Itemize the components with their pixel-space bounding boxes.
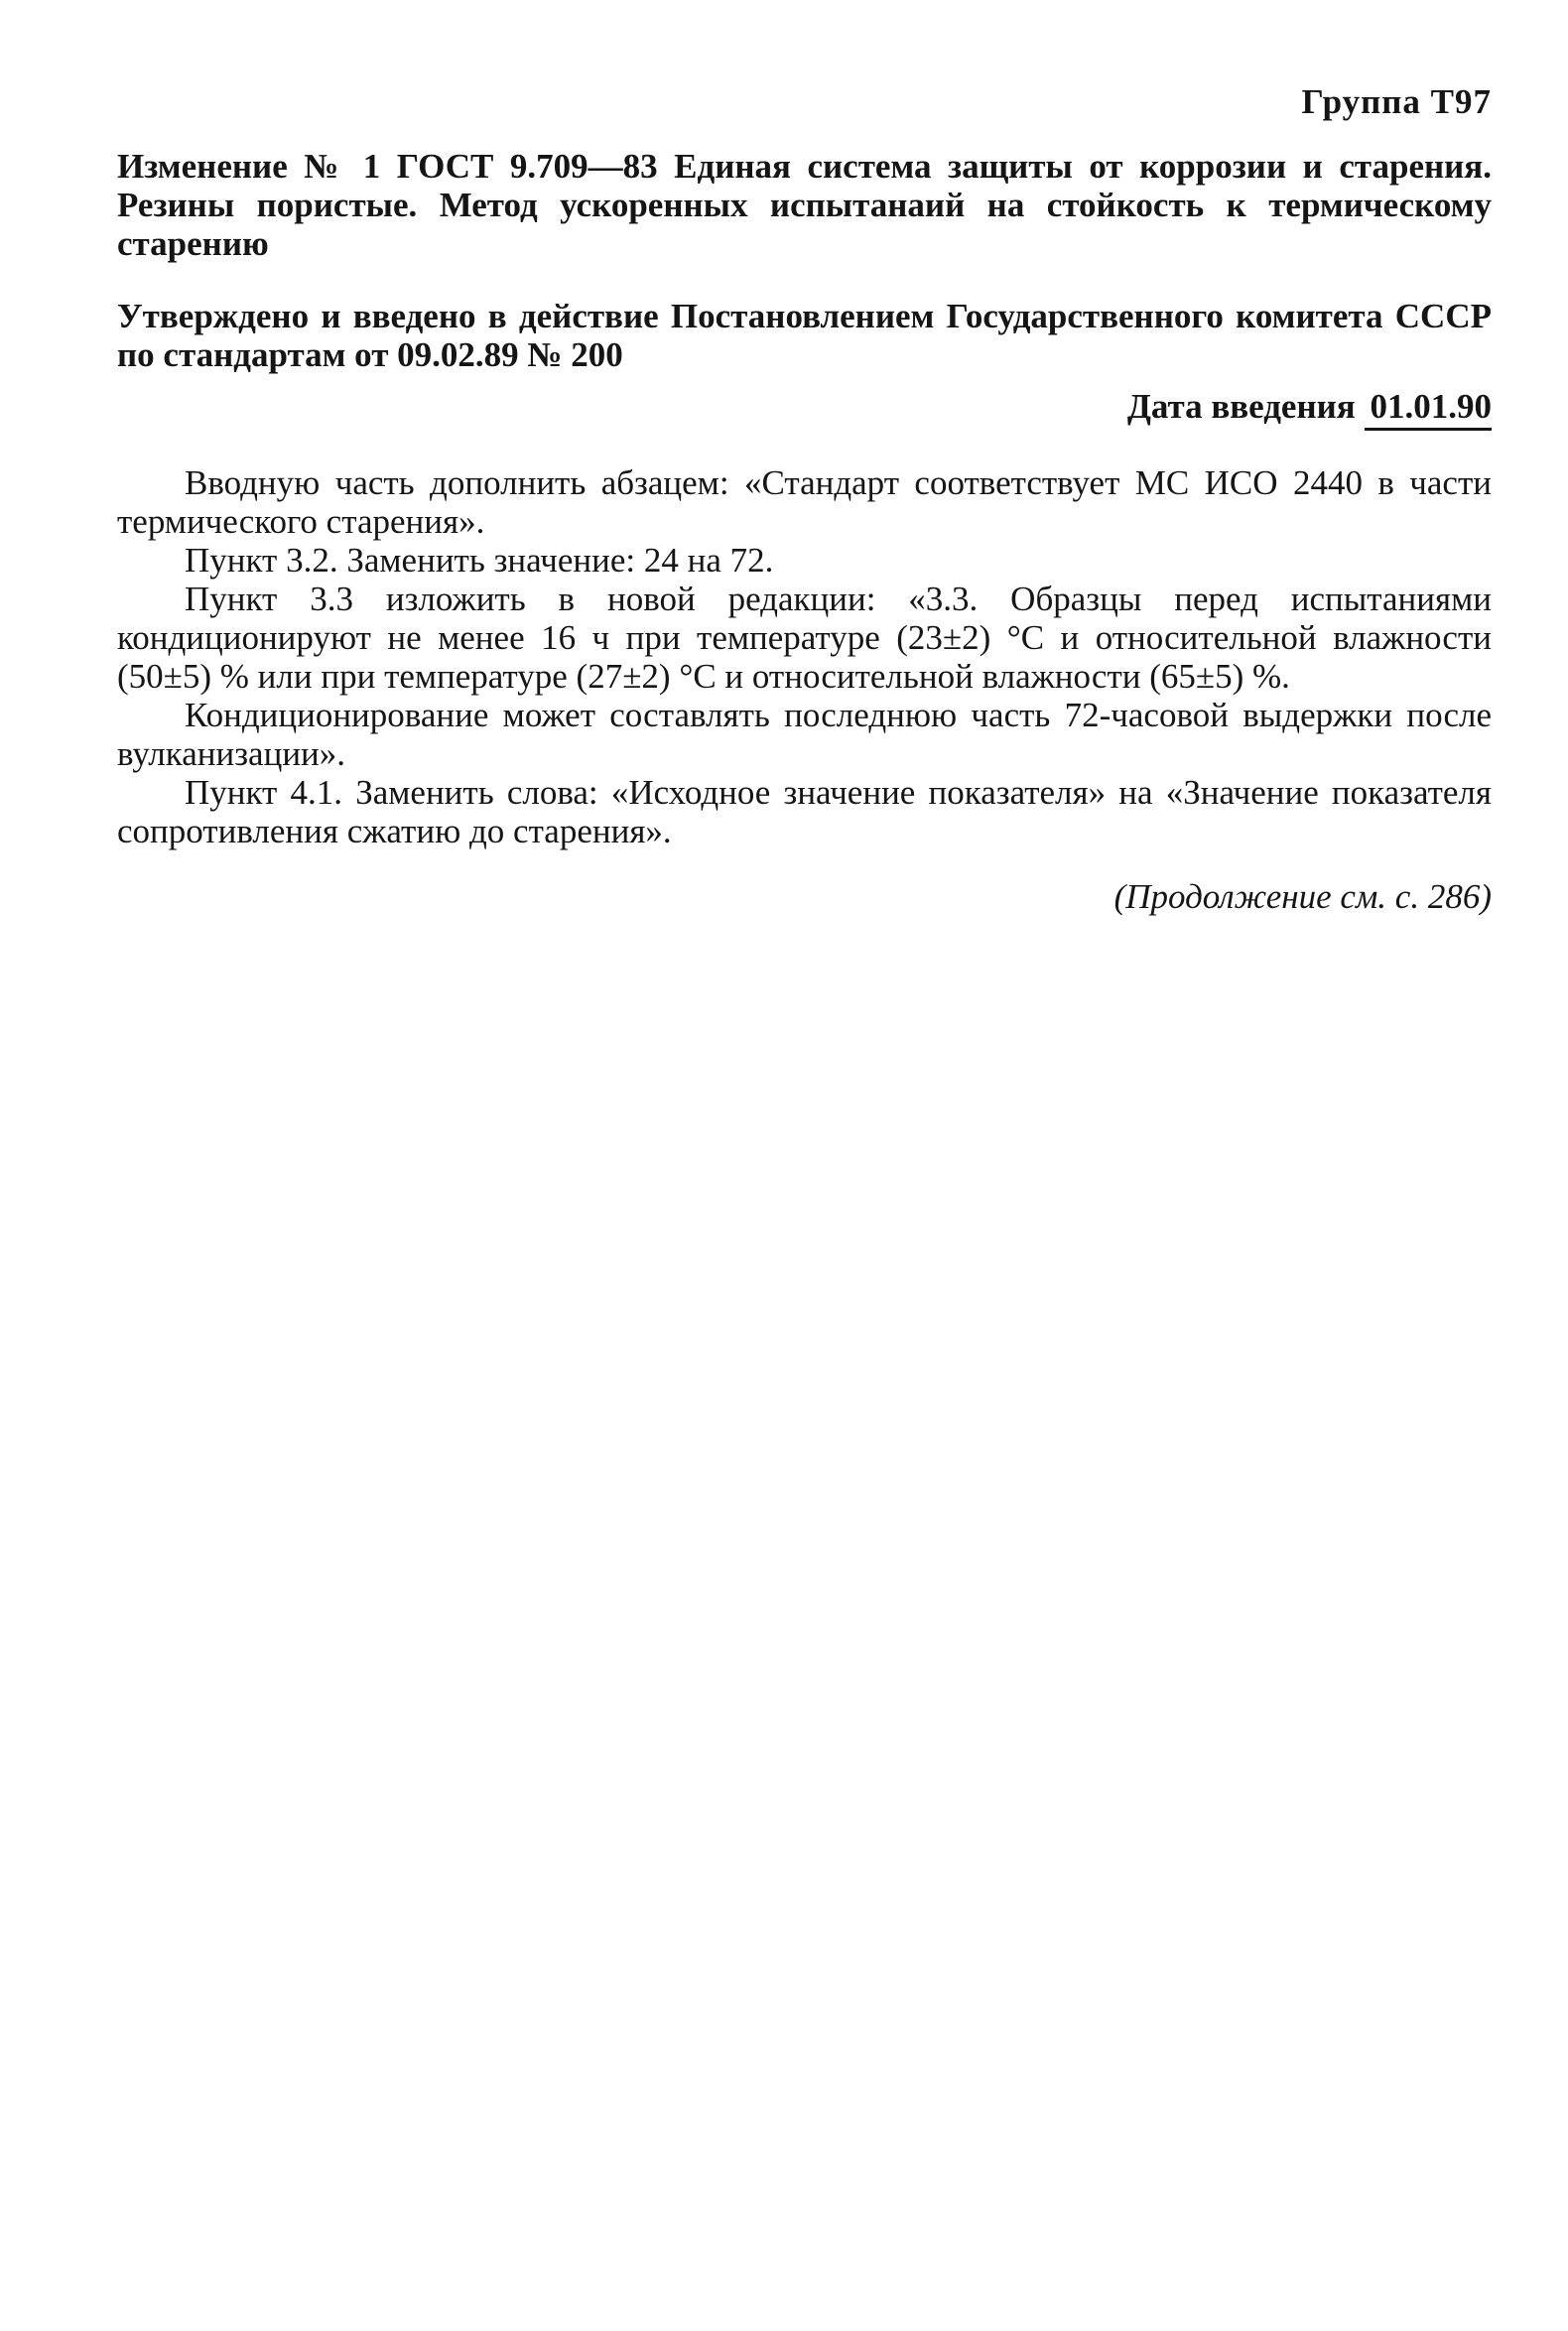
paragraph-intro: Вводную часть дополнить абзацем: «Стандарт соответствует МС ИСО 2440 в части термического старения». bbox=[117, 463, 1492, 541]
effective-date-line bbox=[117, 382, 1492, 432]
paragraph-item-3-3: Пункт 3.3 изложить в новой редакции: «3.3. Образцы перед испытаниями кондиционируют не менее 16 ч при температуре (23±2) °С и относительной влажности (50±5) % или при температуре (27±2) °С и относительной влажности (65±5) %. bbox=[117, 580, 1492, 696]
amendment-title: Изменение № 1 ГОСТ 9.709—83 Единая система защиты от коррозии и старения. Резины пористые. Метод ускоренных испытанаий на стойкость к термическому старению bbox=[117, 147, 1492, 263]
approval-statement: Утверждено и введено в действие Постановлением Государственного комитета СССР по стандартам от 09.02.89 № 200 bbox=[117, 297, 1492, 374]
group-code: Группа Т97 bbox=[1301, 82, 1492, 121]
document-page bbox=[117, 77, 1492, 922]
paragraph-conditioning: Кондиционирование может составлять последнюю часть 72-часовой выдержки после вулканизации». bbox=[117, 696, 1492, 773]
effective-date-value: 01.01.90 bbox=[1365, 386, 1493, 431]
continuation-note: (Продолжение см. с. 286) bbox=[1113, 877, 1492, 916]
effective-date-label: Дата введения bbox=[1126, 387, 1356, 426]
paragraph-item-4-1: Пункт 4.1. Заменить слова: «Исходное значение показателя» на «Значение показателя сопротивления сжатию до старения». bbox=[117, 773, 1492, 850]
amendment-body bbox=[117, 463, 1492, 850]
paragraph-item-3-2: Пункт 3.2. Заменить значение: 24 на 72. bbox=[185, 541, 774, 580]
